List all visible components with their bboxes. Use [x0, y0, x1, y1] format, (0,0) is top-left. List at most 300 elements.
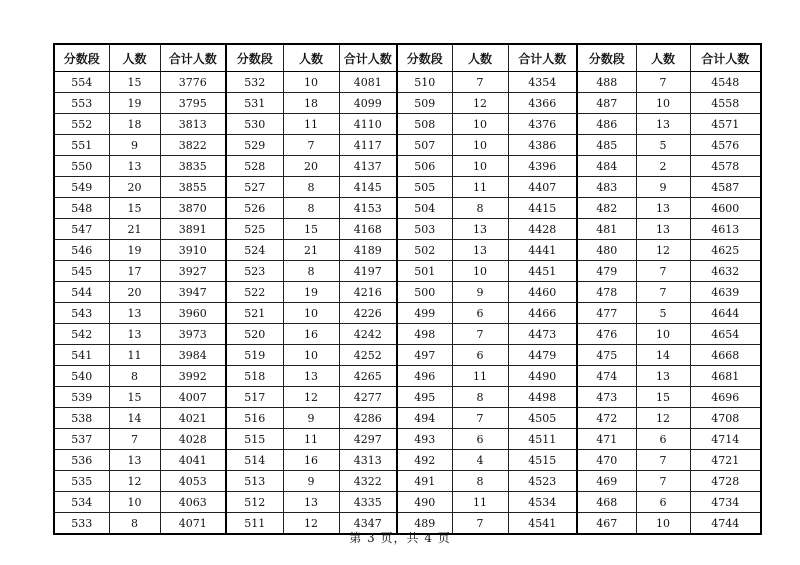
table-cell: 4386	[508, 135, 577, 156]
table-cell: 16	[283, 324, 339, 345]
table-header-row	[54, 44, 761, 72]
table-cell: 11	[452, 492, 508, 513]
table-cell: 15	[109, 198, 160, 219]
table-cell: 508	[397, 114, 452, 135]
table-cell: 467	[577, 513, 636, 535]
table-cell: 4734	[690, 492, 761, 513]
column-header: 分数段	[397, 44, 452, 72]
table-cell: 7	[636, 471, 690, 492]
table-cell: 13	[636, 219, 690, 240]
table-row	[54, 114, 761, 135]
table-cell: 474	[577, 366, 636, 387]
table-cell: 10	[452, 114, 508, 135]
table-cell: 4216	[339, 282, 397, 303]
table-cell: 503	[397, 219, 452, 240]
table-cell: 477	[577, 303, 636, 324]
table-cell: 4479	[508, 345, 577, 366]
table-cell: 532	[226, 72, 283, 93]
table-cell: 21	[109, 219, 160, 240]
column-header: 分数段	[54, 44, 109, 72]
table-cell: 4721	[690, 450, 761, 471]
table-cell: 502	[397, 240, 452, 261]
table-row	[54, 198, 761, 219]
table-cell: 9	[452, 282, 508, 303]
table-cell: 10	[283, 303, 339, 324]
table-cell: 4335	[339, 492, 397, 513]
table-row	[54, 72, 761, 93]
table-cell: 4644	[690, 303, 761, 324]
table-cell: 13	[109, 450, 160, 471]
table-cell: 4286	[339, 408, 397, 429]
table-cell: 4071	[160, 513, 226, 535]
table-cell: 497	[397, 345, 452, 366]
table-cell: 4681	[690, 366, 761, 387]
table-cell: 4063	[160, 492, 226, 513]
table-cell: 510	[397, 72, 452, 93]
table-row	[54, 93, 761, 114]
table-cell: 2	[636, 156, 690, 177]
table-cell: 480	[577, 240, 636, 261]
table-cell: 3984	[160, 345, 226, 366]
table-cell: 6	[452, 303, 508, 324]
table-cell: 4466	[508, 303, 577, 324]
table-cell: 13	[636, 114, 690, 135]
table-cell: 4523	[508, 471, 577, 492]
table-cell: 4277	[339, 387, 397, 408]
table-row	[54, 471, 761, 492]
table-cell: 3891	[160, 219, 226, 240]
table-cell: 521	[226, 303, 283, 324]
table-cell: 3910	[160, 240, 226, 261]
table-cell: 4168	[339, 219, 397, 240]
table-row	[54, 261, 761, 282]
table-cell: 4441	[508, 240, 577, 261]
table-cell: 19	[109, 240, 160, 261]
column-header: 分数段	[577, 44, 636, 72]
table-cell: 10	[636, 513, 690, 535]
table-cell: 4376	[508, 114, 577, 135]
table-cell: 13	[109, 156, 160, 177]
table-cell: 4347	[339, 513, 397, 535]
table-cell: 553	[54, 93, 109, 114]
table-cell: 20	[109, 282, 160, 303]
table-cell: 11	[452, 177, 508, 198]
table-cell: 4714	[690, 429, 761, 450]
table-cell: 498	[397, 324, 452, 345]
table-cell: 4313	[339, 450, 397, 471]
table-row	[54, 345, 761, 366]
table-cell: 3947	[160, 282, 226, 303]
table-cell: 15	[283, 219, 339, 240]
table-cell: 4366	[508, 93, 577, 114]
column-header: 分数段	[226, 44, 283, 72]
table-cell: 3927	[160, 261, 226, 282]
table-cell: 546	[54, 240, 109, 261]
table-cell: 4708	[690, 408, 761, 429]
table-cell: 475	[577, 345, 636, 366]
table-cell: 4053	[160, 471, 226, 492]
table-cell: 500	[397, 282, 452, 303]
table-cell: 10	[452, 135, 508, 156]
table-cell: 13	[283, 492, 339, 513]
table-cell: 5	[636, 303, 690, 324]
table-cell: 4407	[508, 177, 577, 198]
table-cell: 4558	[690, 93, 761, 114]
table-cell: 512	[226, 492, 283, 513]
table-row	[54, 366, 761, 387]
table-cell: 5	[636, 135, 690, 156]
table-cell: 18	[283, 93, 339, 114]
table-cell: 20	[109, 177, 160, 198]
table-cell: 518	[226, 366, 283, 387]
table-cell: 487	[577, 93, 636, 114]
table-cell: 485	[577, 135, 636, 156]
table-cell: 529	[226, 135, 283, 156]
table-cell: 4451	[508, 261, 577, 282]
table-cell: 13	[452, 240, 508, 261]
table-cell: 8	[109, 366, 160, 387]
table-cell: 490	[397, 492, 452, 513]
table-row	[54, 387, 761, 408]
table-cell: 492	[397, 450, 452, 471]
table-cell: 496	[397, 366, 452, 387]
table-cell: 513	[226, 471, 283, 492]
table-cell: 4297	[339, 429, 397, 450]
table-cell: 483	[577, 177, 636, 198]
table-cell: 4197	[339, 261, 397, 282]
table-cell: 4007	[160, 387, 226, 408]
table-cell: 4252	[339, 345, 397, 366]
table-cell: 504	[397, 198, 452, 219]
table-cell: 4153	[339, 198, 397, 219]
table-cell: 12	[283, 387, 339, 408]
table-cell: 8	[452, 387, 508, 408]
table-cell: 7	[636, 450, 690, 471]
table-cell: 4639	[690, 282, 761, 303]
table-cell: 4505	[508, 408, 577, 429]
table-cell: 4099	[339, 93, 397, 114]
table-cell: 501	[397, 261, 452, 282]
table-cell: 4515	[508, 450, 577, 471]
table-cell: 479	[577, 261, 636, 282]
table-cell: 19	[109, 93, 160, 114]
table-cell: 7	[452, 72, 508, 93]
table-cell: 550	[54, 156, 109, 177]
table-cell: 10	[283, 345, 339, 366]
table-cell: 3960	[160, 303, 226, 324]
table-cell: 531	[226, 93, 283, 114]
table-cell: 9	[636, 177, 690, 198]
table-cell: 7	[109, 429, 160, 450]
table-cell: 472	[577, 408, 636, 429]
table-cell: 4632	[690, 261, 761, 282]
table-cell: 13	[636, 198, 690, 219]
table-cell: 4145	[339, 177, 397, 198]
table-cell: 11	[109, 345, 160, 366]
table-cell: 4744	[690, 513, 761, 535]
table-cell: 6	[636, 429, 690, 450]
table-cell: 4654	[690, 324, 761, 345]
table-cell: 3813	[160, 114, 226, 135]
table-cell: 3776	[160, 72, 226, 93]
table-cell: 509	[397, 93, 452, 114]
table-cell: 4226	[339, 303, 397, 324]
table-cell: 534	[54, 492, 109, 513]
table-cell: 549	[54, 177, 109, 198]
table-row	[54, 156, 761, 177]
table-cell: 15	[109, 72, 160, 93]
table-cell: 4322	[339, 471, 397, 492]
table-cell: 491	[397, 471, 452, 492]
table-cell: 552	[54, 114, 109, 135]
table-cell: 511	[226, 513, 283, 535]
table-cell: 13	[452, 219, 508, 240]
table-cell: 525	[226, 219, 283, 240]
table-row	[54, 324, 761, 345]
table-cell: 8	[452, 198, 508, 219]
table-cell: 12	[452, 93, 508, 114]
table-cell: 4242	[339, 324, 397, 345]
table-row	[54, 219, 761, 240]
table-cell: 4021	[160, 408, 226, 429]
table-cell: 15	[109, 387, 160, 408]
table-cell: 7	[636, 261, 690, 282]
table-cell: 3973	[160, 324, 226, 345]
table-cell: 538	[54, 408, 109, 429]
table-cell: 3992	[160, 366, 226, 387]
table-cell: 506	[397, 156, 452, 177]
table-cell: 469	[577, 471, 636, 492]
table-cell: 4428	[508, 219, 577, 240]
table-cell: 554	[54, 72, 109, 93]
table-row	[54, 240, 761, 261]
score-distribution-table	[53, 43, 762, 535]
table-cell: 8	[452, 471, 508, 492]
table-cell: 21	[283, 240, 339, 261]
table-cell: 4578	[690, 156, 761, 177]
table-cell: 4265	[339, 366, 397, 387]
column-header: 人数	[109, 44, 160, 72]
table-cell: 473	[577, 387, 636, 408]
table-row	[54, 492, 761, 513]
table-cell: 4728	[690, 471, 761, 492]
column-header: 人数	[452, 44, 508, 72]
table-cell: 9	[109, 135, 160, 156]
table-cell: 499	[397, 303, 452, 324]
table-cell: 471	[577, 429, 636, 450]
table-cell: 4189	[339, 240, 397, 261]
table-cell: 548	[54, 198, 109, 219]
table-cell: 13	[283, 366, 339, 387]
table-cell: 3870	[160, 198, 226, 219]
table-cell: 4081	[339, 72, 397, 93]
table-cell: 528	[226, 156, 283, 177]
table-cell: 4600	[690, 198, 761, 219]
table-cell: 520	[226, 324, 283, 345]
table-cell: 8	[283, 177, 339, 198]
table-cell: 470	[577, 450, 636, 471]
table-cell: 4576	[690, 135, 761, 156]
table-cell: 478	[577, 282, 636, 303]
table-cell: 10	[283, 72, 339, 93]
table-cell: 4460	[508, 282, 577, 303]
table-cell: 3835	[160, 156, 226, 177]
table-cell: 14	[109, 408, 160, 429]
table-cell: 4473	[508, 324, 577, 345]
table-cell: 468	[577, 492, 636, 513]
table-row	[54, 429, 761, 450]
table-cell: 505	[397, 177, 452, 198]
table-cell: 6	[636, 492, 690, 513]
table-cell: 4625	[690, 240, 761, 261]
table-cell: 484	[577, 156, 636, 177]
column-header: 人数	[283, 44, 339, 72]
table-cell: 12	[636, 408, 690, 429]
table-cell: 481	[577, 219, 636, 240]
table-cell: 4668	[690, 345, 761, 366]
table-cell: 539	[54, 387, 109, 408]
table-cell: 488	[577, 72, 636, 93]
table-cell: 530	[226, 114, 283, 135]
table-row	[54, 282, 761, 303]
table-cell: 476	[577, 324, 636, 345]
table-cell: 523	[226, 261, 283, 282]
table-cell: 6	[452, 429, 508, 450]
table-cell: 3855	[160, 177, 226, 198]
table-cell: 19	[283, 282, 339, 303]
table-cell: 14	[636, 345, 690, 366]
table-cell: 486	[577, 114, 636, 135]
table-cell: 7	[283, 135, 339, 156]
table-cell: 4396	[508, 156, 577, 177]
table-cell: 7	[636, 282, 690, 303]
table-cell: 541	[54, 345, 109, 366]
table-body	[54, 72, 761, 535]
table-cell: 13	[636, 366, 690, 387]
table-cell: 542	[54, 324, 109, 345]
table-row	[54, 177, 761, 198]
table-cell: 519	[226, 345, 283, 366]
table-cell: 6	[452, 345, 508, 366]
table-cell: 4587	[690, 177, 761, 198]
table-row	[54, 303, 761, 324]
table-cell: 4028	[160, 429, 226, 450]
table-cell: 11	[283, 114, 339, 135]
table-cell: 540	[54, 366, 109, 387]
table-row	[54, 408, 761, 429]
table-cell: 4534	[508, 492, 577, 513]
table-cell: 536	[54, 450, 109, 471]
table-cell: 4511	[508, 429, 577, 450]
table-cell: 7	[452, 408, 508, 429]
table-cell: 9	[283, 471, 339, 492]
table-cell: 4415	[508, 198, 577, 219]
table-cell: 13	[109, 303, 160, 324]
table-cell: 4137	[339, 156, 397, 177]
table-cell: 515	[226, 429, 283, 450]
table-cell: 516	[226, 408, 283, 429]
table-row	[54, 135, 761, 156]
table-cell: 507	[397, 135, 452, 156]
table-cell: 12	[109, 471, 160, 492]
table-cell: 514	[226, 450, 283, 471]
table-cell: 517	[226, 387, 283, 408]
table-cell: 13	[109, 324, 160, 345]
table-cell: 482	[577, 198, 636, 219]
page-number-footer: 第 3 页，共 4 页	[349, 531, 451, 545]
table-cell: 493	[397, 429, 452, 450]
table-cell: 4571	[690, 114, 761, 135]
table-cell: 8	[109, 513, 160, 535]
table-cell: 4541	[508, 513, 577, 535]
table-cell: 18	[109, 114, 160, 135]
table-cell: 495	[397, 387, 452, 408]
column-header: 人数	[636, 44, 690, 72]
table-cell: 8	[283, 261, 339, 282]
table-cell: 494	[397, 408, 452, 429]
table-cell: 10	[109, 492, 160, 513]
column-header: 合计人数	[690, 44, 761, 72]
table-cell: 4117	[339, 135, 397, 156]
table-cell: 543	[54, 303, 109, 324]
table-cell: 10	[452, 156, 508, 177]
table-cell: 10	[636, 324, 690, 345]
table-cell: 7	[636, 72, 690, 93]
table-cell: 7	[452, 324, 508, 345]
table-cell: 3795	[160, 93, 226, 114]
table-row	[54, 450, 761, 471]
table-cell: 15	[636, 387, 690, 408]
table-cell: 4696	[690, 387, 761, 408]
table-cell: 9	[283, 408, 339, 429]
table-cell: 4613	[690, 219, 761, 240]
column-header: 合计人数	[339, 44, 397, 72]
table-cell: 527	[226, 177, 283, 198]
table-cell: 10	[452, 261, 508, 282]
table-cell: 4490	[508, 366, 577, 387]
table-cell: 17	[109, 261, 160, 282]
table-cell: 12	[636, 240, 690, 261]
table-cell: 489	[397, 513, 452, 535]
table-cell: 10	[636, 93, 690, 114]
table-cell: 526	[226, 198, 283, 219]
table-cell: 524	[226, 240, 283, 261]
table-cell: 12	[283, 513, 339, 535]
column-header: 合计人数	[160, 44, 226, 72]
table-cell: 3822	[160, 135, 226, 156]
table-cell: 537	[54, 429, 109, 450]
table-cell: 7	[452, 513, 508, 535]
table-cell: 544	[54, 282, 109, 303]
table-cell: 20	[283, 156, 339, 177]
table-cell: 4110	[339, 114, 397, 135]
table-cell: 4	[452, 450, 508, 471]
table-cell: 4548	[690, 72, 761, 93]
table-cell: 551	[54, 135, 109, 156]
table-cell: 535	[54, 471, 109, 492]
table-cell: 522	[226, 282, 283, 303]
table-cell: 4041	[160, 450, 226, 471]
table-cell: 16	[283, 450, 339, 471]
table-cell: 8	[283, 198, 339, 219]
table-cell: 11	[452, 366, 508, 387]
table-cell: 533	[54, 513, 109, 535]
table-cell: 547	[54, 219, 109, 240]
column-header: 合计人数	[508, 44, 577, 72]
table-cell: 4498	[508, 387, 577, 408]
table-cell: 11	[283, 429, 339, 450]
table-cell: 4354	[508, 72, 577, 93]
